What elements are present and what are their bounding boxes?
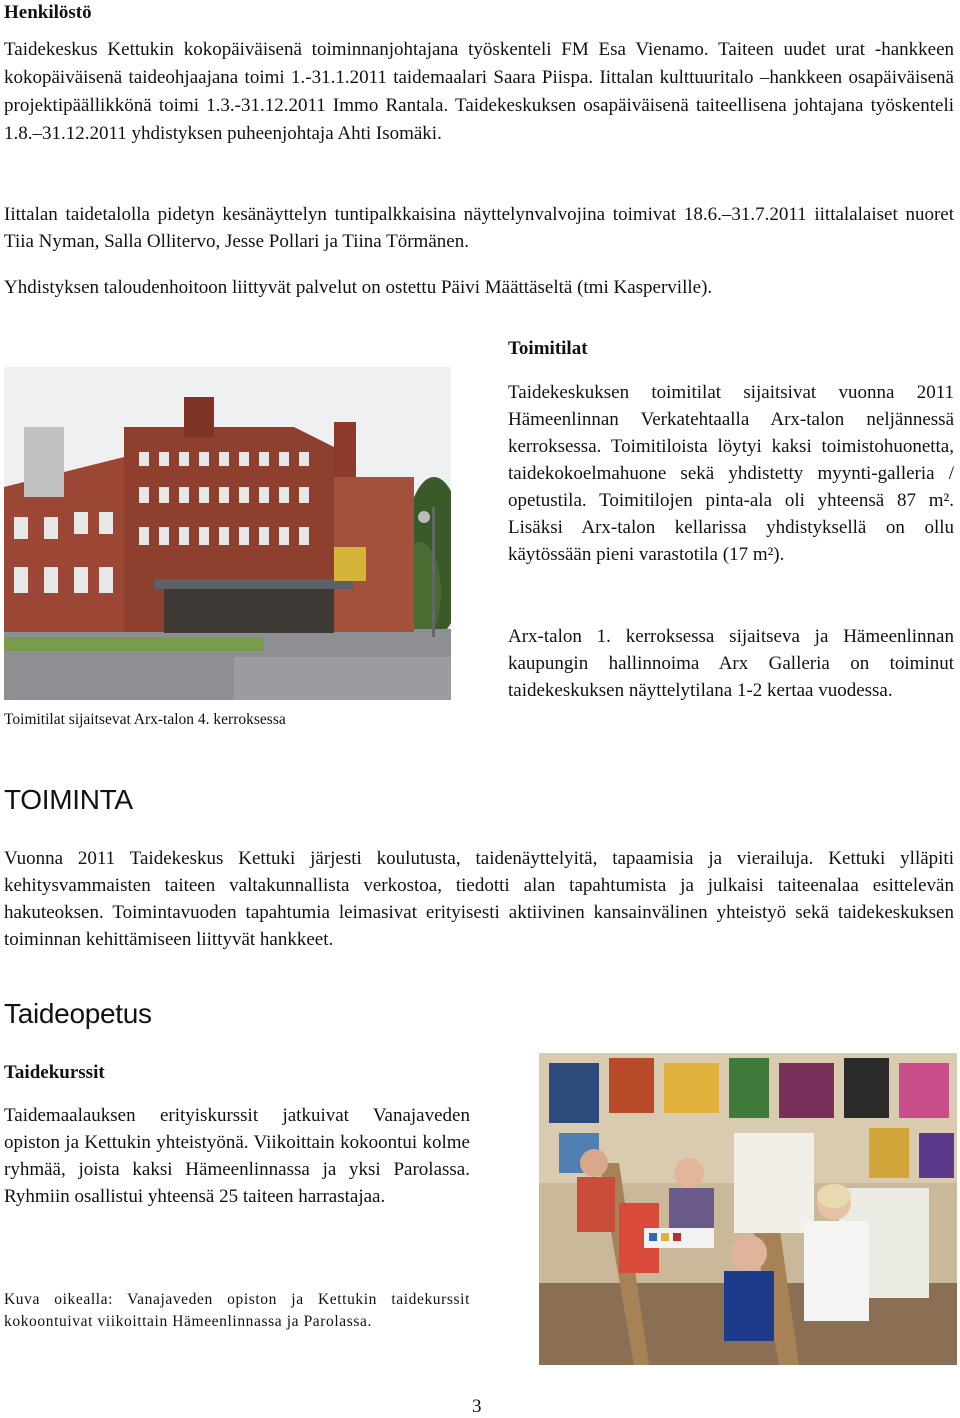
class-photo-caption: Kuva oikealla: Vanajaveden opiston ja Kettukin taidekurssit kokoontuivat viikoittain Hämeenlinnassa ja Parolassa.: [4, 1291, 470, 1330]
section-heading-taidekurssit: Taidekurssit: [4, 1062, 105, 1083]
section-heading-toimitilat: Toimitilat: [508, 338, 588, 359]
art-class-photo: [539, 1053, 957, 1365]
building-photo: [4, 367, 451, 700]
section-heading-toiminta: TOIMINTA: [4, 784, 133, 815]
henkilosto-paragraph-2: Iittalan taidetalolla pidetyn kesänäyttelyn tuntipalkkaisina näyttelynvalvojina toimivat 18.6.–31.7.2011 iittalalaiset nuoret Tiia Nyman, Salla Ollitervo, Jesse Pollari ja Tiina Törmänen.: [4, 204, 954, 252]
taidekurssit-paragraph: Taidemaalauksen erityiskurssit jatkuivat Vanajaveden opiston ja Kettukin yhteistyönä. Viikoittain kokoontui kolme ryhmää, joista kaksi Hämeenlinnassa ja yksi Parolassa. Ryhmiin osallistui yhteensä 25 taiteen harrastajaa.: [4, 1105, 470, 1207]
toimitilat-paragraph-1: Taidekeskuksen toimitilat sijaitsivat vuonna 2011 Hämeenlinnan Verkatehtaalla Arx-talon neljännessä kerroksessa. Toimitiloista löytyi kaksi toimistohuonetta, taidekokoelmahuone sekä yhdistetty myynti-galleria / opetustila. Toimitilojen pinta-ala oli yhteensä 87 m². Lisäksi Arx-talon kellarissa yhdistyksellä on ollu käytössään pieni varastotila (17 m²).: [508, 382, 954, 565]
section-heading-taideopetus: Taideopetus: [4, 998, 152, 1029]
henkilosto-paragraph-1: Taidekeskus Kettukin kokopäiväisenä toiminnanjohtajana työskenteli FM Esa Vienamo. Taiteen uudet urat -hankkeen kokopäiväisenä taideohjaajana toimi 1.-31.1.2011 taidemaalari Saara Piispa. Iittalan kulttuuritalo –hankkeen osapäiväisenä projektipäällikkönä toimi 1.3.-31.12.2011 Immo Rantala. Taidekeskuksen osapäiväisenä taiteellisena johtajana työskenteli 1.8.–31.12.2011 yhdistyksen puheenjohtaja Ahti Isomäki.: [4, 39, 954, 144]
section-heading-henkilosto: Henkilöstö: [4, 2, 92, 23]
toimitilat-paragraph-2: Arx-talon 1. kerroksessa sijaitseva ja Hämeenlinnan kaupungin hallinnoima Arx Galleria on toiminut taidekeskuksen näyttelytilana 1-2 kertaa vuodessa.: [508, 626, 954, 701]
page-number: 3: [472, 1396, 482, 1417]
toiminta-paragraph: Vuonna 2011 Taidekeskus Kettuki järjesti koulutusta, taidenäyttelyitä, tapaamisia ja vierailuja. Kettuki ylläpiti kehitysvammaisten taiteen valtakunnallista verkostoa, tiedotti alan tapahtumista ja julkaisi taiteenalaa esittelevän hakuteoksen. Toimintavuoden tapahtumia leimasivat erityisesti aktiivinen kansainvälinen yhteistyö sekä taidekeskuksen toiminnan kehittämiseen liittyvät hankkeet.: [4, 848, 954, 950]
henkilosto-paragraph-3: Yhdistyksen taloudenhoitoon liittyvät palvelut on ostettu Päivi Määttäseltä (tmi Kasperville).: [4, 277, 713, 298]
building-photo-caption: Toimitilat sijaitsevat Arx-talon 4. kerroksessa: [4, 711, 286, 728]
